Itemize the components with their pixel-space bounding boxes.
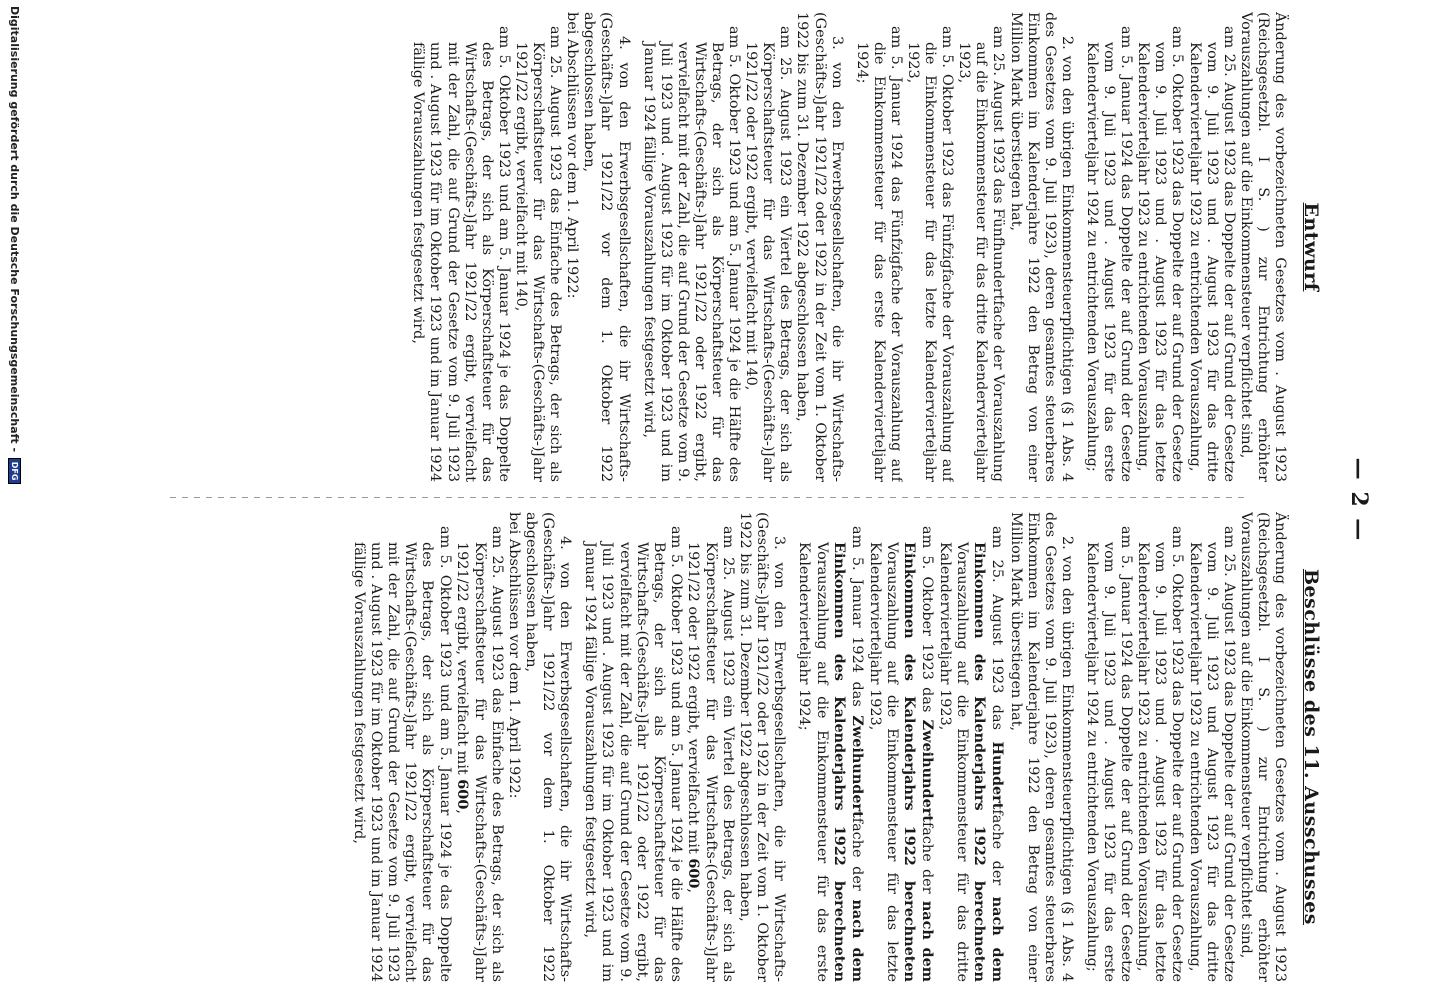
draft-paragraph: 2. von den übrigen Einkommensteuerpflichtigen (§ 1 Abs. 4 des Gesetzes vom 9. Juli 1923), deren gesamtes steuerbares Einkommen im Kalenderjahre 1922 den Betrag von einer Million Mark überstiegen hat, — [1007, 12, 1075, 482]
committee-paragraph: am 5. Oktober 1923 das Zweihundertfache der nach dem Einkommen des Kalenderjahrs 1922 berechneten Vorauszahlung auf die Einkommensteuer für das letzte Kalendervierteljahr 1923, — [866, 526, 937, 982]
committee-paragraph: am 25. August 1923 das Einfache des Betrags, der sich als Körperschaftsteuer für das Wirtschafts-(Geschäfts-)Jahr 1921/22 ergibt, vervielfacht mit 600, — [453, 526, 505, 982]
committee-paragraph: am 5. Januar 1924 das Doppelte der auf Grund der Gesetze vom 9. Juli 1923 und . August 1923 für das erste Kalendervierteljahr 1924 zu entrichtenden Vorauszahlung; — [1083, 526, 1135, 982]
committee-column-heading: Beschlüsse des 11. Ausschusses — [1300, 568, 1322, 926]
committee-paragraph: am 5. Oktober 1923 und am 5. Januar 1924 je die Hälfte des Betrags, der sich als Körperschaftsteuer für das Wirtschafts-(Geschäfts-)Jahr 1921/22 oder 1922 ergibt, vervielfacht mit der Zahl, die auf Grund der Gesetze vom 9. Juli 1923 und . August 1923 für im Oktober 1923 und im Januar 1924 fällige Vorauszahlungen festgesetzt wird, — [582, 526, 684, 982]
committee-paragraph: am 25. August 1923 ein Viertel des Betrags, der sich als Körperschaftsteuer für das Wirtschafts-(Geschäfts-)Jahr 1921/22 oder 1922 ergibt, vervielfacht mit 600, — [684, 526, 737, 982]
draft-paragraph: am 5. Januar 1924 das Doppelte der auf Grund der Gesetze vom 9. Juli 1923 und . August 1923 für das erste Kalendervierteljahr 1924 zu entrichtenden Vorauszahlung; — [1083, 26, 1135, 482]
committee-paragraph: 2. von den übrigen Einkommensteuerpflichtigen (§ 1 Abs. 4 des Gesetzes vom 9. Juli 1923), deren gesamtes steuerbares Einkommen im Kalenderjahre 1922 den Betrag von einer Million Mark überstiegen hat, — [1007, 512, 1075, 982]
draft-paragraph: am 5. Oktober 1923 und am 5. Januar 1924 je die Hälfte des Betrags, der sich als Körperschaftsteuer für das Wirtschafts-(Geschäfts-)Jahr 1921/22 oder 1922 ergibt, vervielfacht mit der Zahl, die auf Grund der Gesetze vom 9. Juli 1923 und . August 1923 für im Oktober 1923 und im Januar 1924 fällige Vorauszahlungen festgesetzt wird, — [640, 26, 743, 482]
draft-column-heading: Entwurf — [1300, 202, 1322, 292]
draft-paragraph: am 5. Januar 1924 das Fünfzigfache der Vorauszahlung auf die Einkommensteuer für das erste Kalendervierteljahr 1924; — [853, 26, 904, 482]
committee-paragraph: Änderung des vorbezeichneten Gesetzes vom . August 1923 (Reichsgesetzbl. I S. ) zur Entrichtung erhöhter Vorauszahlungen auf die Einkommensteuer verpflichtet sind, — [1237, 512, 1288, 982]
committee-paragraph: 4. von den Erwerbsgesellschaften, die ihr Wirtschafts-(Geschäfts-)Jahr 1921/22 vor dem 1. Oktober 1922 abgeschlossen haben, — [523, 512, 574, 982]
committee-paragraph: am 5. Januar 1924 das Zweihundertfache der nach dem Einkommen des Kalenderjahrs 1922 berechneten Vorauszahlung auf die Einkommensteuer für das erste Kalendervierteljahr 1924; — [796, 526, 866, 982]
draft-paragraph: am 5. Oktober 1923 das Fünfzigfache der Vorauszahlung auf die Einkommensteuer für das letzte Kalendervierteljahr 1923, — [905, 26, 956, 482]
draft-paragraph: Änderung des vorbezeichneten Gesetzes vom . August 1923 (Reichsgesetzbl. I S. ) zur Entrichtung erhöhter Vorauszahlungen auf die Einkommensteuer verpflichtet sind, — [1237, 12, 1288, 482]
column-divider — [164, 497, 1244, 498]
committee-column-text — [350, 512, 1288, 982]
draft-paragraph: 3. von den Erwerbsgesellschaften, die ihr Wirtschafts-(Geschäfts-)Jahr 1921/22 oder 1922 in der Zeit vom 1. Oktober 1922 bis zum 31. Dezember 1922 abgeschlossen haben, — [794, 12, 845, 482]
draft-column-text — [409, 12, 1288, 482]
draft-paragraph: 4. von den Erwerbsgesellschaften, die ihr Wirtschafts-(Geschäfts-)Jahr 1921/22 vor dem 1. Oktober 1922 abgeschlossen haben, — [581, 12, 632, 482]
draft-paragraph: am 5. Oktober 1923 und am 5. Januar 1924 je das Doppelte des Betrags, der sich als Körperschaftsteuer für das Wirtschafts-(Geschäfts-)Jahr 1921/22 ergibt, vervielfacht mit der Zahl, die auf Grund der Gesetze vom 9. Juli 1923 und . August 1923 für im Oktober 1923 und im Januar 1924 fällige Vorauszahlungen festgesetzt wird, — [410, 26, 512, 482]
draft-paragraph: am 25. August 1923 ein Viertel des Betrags, der sich als Körperschaftsteuer für das Wirtschafts-(Geschäfts-)Jahr 1921/22 oder 1922 ergibt, vervielfacht mit 140, — [743, 26, 794, 482]
draft-paragraph: am 25. August 1923 das Einfache des Betrags, der sich als Körperschaftsteuer für das Wirtschafts-(Geschäfts-)Jahr 1921/22 ergibt, vervielfacht mit 140, — [512, 26, 564, 482]
committee-paragraph: 3. von den Erwerbsgesellschaften, die ihr Wirtschafts-(Geschäfts-)Jahr 1921/22 oder 1922 in der Zeit vom 1. Oktober 1922 bis zum 31. Dezember 1922 abgeschlossen haben, — [737, 512, 788, 982]
draft-paragraph: am 25. August 1923 das Doppelte der auf Grund der Gesetze vom 9. Juli 1923 und . August 1923 für das dritte Kalendervierteljahr 1923 zu entrichtenden Vorauszahlung, — [1186, 26, 1237, 482]
page-number: — 2 — — [1346, 457, 1372, 543]
draft-column — [22, 12, 1322, 482]
digitization-credit — [8, 0, 21, 1006]
committee-column — [22, 512, 1322, 982]
digitization-credit-text: Digitalisierung gefördert durch die Deutsche Forschungsgemeinschaft - — [8, 6, 21, 453]
dfg-logo: DFG — [8, 458, 21, 484]
draft-paragraph: am 5. Oktober 1923 das Doppelte der auf Grund der Gesetze vom 9. Juli 1923 und . August 1923 für das letzte Kalendervierteljahr 1923 zu entrichtenden Vorauszahlung, — [1135, 26, 1186, 482]
committee-paragraph: am 25. August 1923 das Hundertfache der nach dem Einkommen des Kalenderjahrs 1922 berechneten Vorauszahlung auf die Einkommensteuer für das dritte Kalendervierteljahr 1923, — [937, 526, 1007, 982]
committee-paragraph: am 25. August 1923 das Doppelte der auf Grund der Gesetze vom 9. Juli 1923 und August 1923 für das dritte Kalendervierteljahr 1923 zu entrichtenden Vorauszahlung, — [1186, 526, 1237, 982]
draft-paragraph: bei Abschlüssen vor dem 1. April 1922: — [564, 12, 581, 299]
committee-paragraph: am 5. Oktober 1923 und am 5. Januar 1924 je das Doppelte des Betrags, der sich als Körperschaftsteuer für das Wirtschafts-(Geschäfts-)Jahr 1921/22 ergibt, vervielfacht mit der Zahl, die auf Grund der Gesetze vom 9. Juli 1923 und . August 1923 für im Oktober 1923 und im Januar 1924 fällige Vorauszahlungen festgesetzt wird, — [351, 526, 453, 982]
committee-paragraph: bei Abschlüssen vor dem 1. April 1922: — [505, 512, 522, 799]
draft-paragraph: am 25. August 1923 das Fünfhundertfache der Vorauszahlung auf die Einkommensteuer für das dritte Kalendervierteljahr 1923, — [956, 26, 1007, 482]
committee-paragraph: am 5. Oktober 1923 das Doppelte der auf Grund der Gesetze vom 9. Juli 1923 und . August 1923 für das letzte Kalendervierteljahr 1923 zu entrichtenden Vorauszahlung, — [1135, 526, 1186, 982]
